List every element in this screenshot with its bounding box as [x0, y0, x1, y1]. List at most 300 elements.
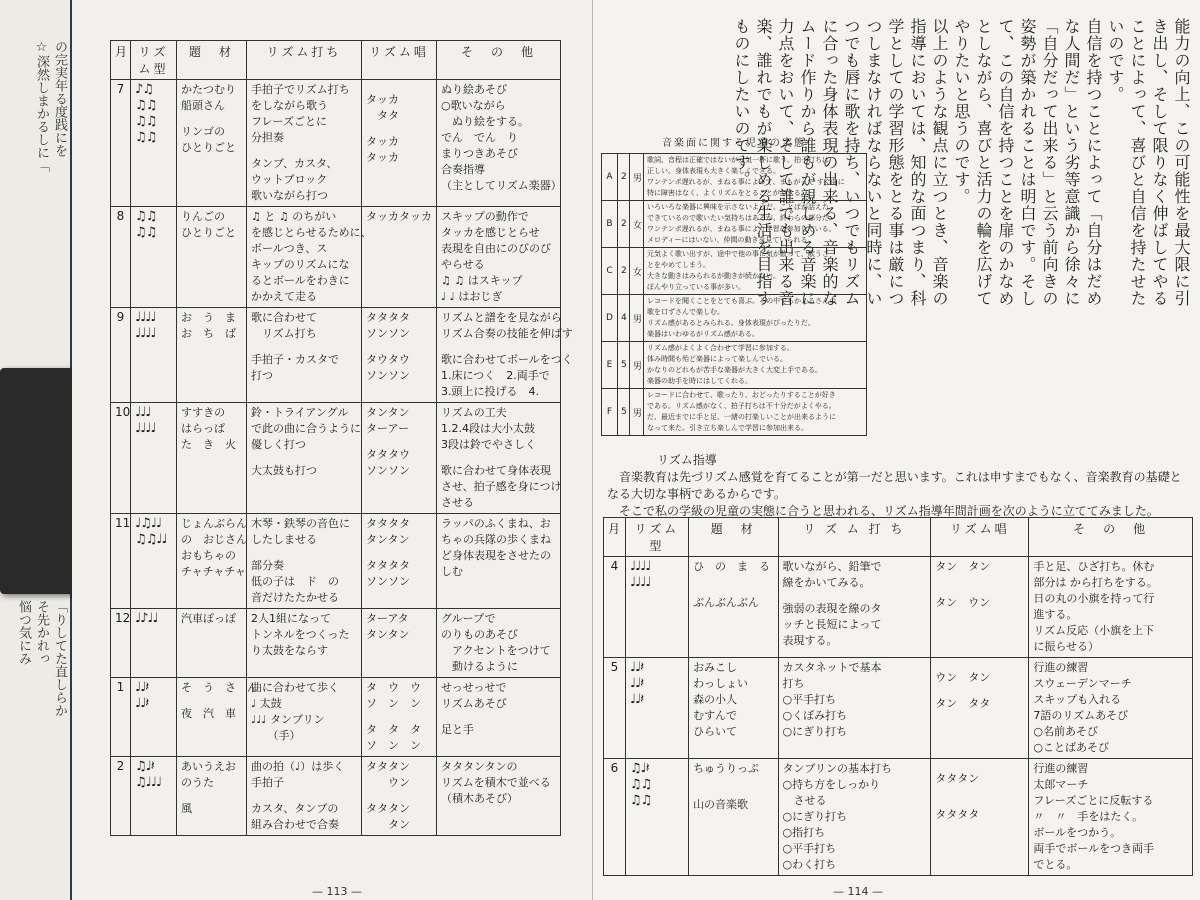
cell-line: 船頭さん [181, 99, 225, 112]
cell-line: スウェーデンマーチ [1033, 677, 1132, 690]
cell-line [441, 453, 556, 463]
chant-cell [362, 308, 437, 403]
cell-line: ウン タン [935, 671, 991, 684]
cell-line: タタタタ [935, 808, 980, 821]
rhythm-cell [131, 514, 177, 609]
survey-note-line: である。リズム感がなく、拍子打ちは不十分だがよくやる。 [647, 402, 836, 410]
cell-line [693, 777, 773, 787]
cell-line: お ち ば [181, 327, 236, 340]
col-header-other: そ の 他 [1029, 518, 1193, 557]
cell-line: のりものあそび [441, 628, 518, 641]
paragraph: そこで私の学級の児童の実態に合うと思われる、リズム指導年間計画を次のように立ててみました。 [619, 504, 1159, 518]
spine-text-col: ☆深然しまかるしに「 [34, 40, 49, 172]
cell-line [441, 342, 556, 352]
cell-line: タ タ タ [366, 723, 421, 736]
cell-line: ボールつき、ス [251, 242, 328, 255]
month-cell: 10 [111, 403, 131, 514]
cell-line: タン タタ [935, 697, 991, 710]
cell-line: しむ [441, 565, 463, 578]
rhythm-cell [625, 557, 688, 658]
strike-cell [247, 514, 362, 609]
cell-line: でん でん り [441, 131, 518, 144]
cell-line: リズム打ち [251, 327, 317, 340]
cell-line: ちゃの兵隊の歩くまね [441, 533, 551, 546]
cell-line: ぬり絵あそび [441, 83, 507, 96]
cell-line: リズムあそび [441, 697, 507, 710]
cell-line: 1.2.4段は大小太鼓 [441, 422, 535, 435]
topic-cell [177, 678, 258, 757]
survey-id-cell: F [602, 389, 618, 436]
cell-line: タッカタッカ [366, 210, 432, 223]
cell-line: ♩♩♩♩ [135, 421, 156, 436]
cell-line: スキップの動作で [441, 210, 529, 223]
cell-line: タン タン [935, 560, 991, 573]
survey-row [602, 295, 867, 342]
cell-line: 木琴・鉄琴の音色に [251, 517, 350, 530]
survey-note-line: いろいろな楽器に興味を示さないようだ。ことばが話えた [647, 203, 829, 211]
right-rhythm-plan-table [603, 517, 1193, 876]
cell-line: フレーズごとに反転する [1033, 794, 1154, 807]
col-header-rhythm: リズム型 [625, 518, 688, 557]
cell-line: ♩♪♩♩ [135, 611, 158, 626]
cell-line: を感じとらせるために、 [251, 226, 372, 239]
topic-cell [177, 403, 247, 514]
cell-line: 打つ [251, 369, 273, 382]
table-row [111, 308, 561, 403]
cell-line: ターアタ [366, 612, 409, 625]
cell-line: ♩♩𝄽 [135, 696, 149, 711]
cell-line [181, 696, 242, 706]
cell-line: ♩♩𝄽 [629, 660, 644, 675]
cell-line: 2人1組になって [251, 612, 331, 625]
col-header-topic: 題 材 [689, 518, 778, 557]
rhythm-cell [625, 759, 688, 876]
cell-line [441, 712, 556, 722]
cell-line: （手） [251, 729, 301, 742]
rhythm-cell [131, 678, 177, 757]
strike-cell [247, 308, 362, 403]
cell-line: ♫♩𝄽 [135, 759, 154, 774]
paragraph: 能力の向上、この可能性を最大限に引き出し、そして限りなく伸ばしてやることによって、喜びと自信を持たせたいのです。 [1106, 18, 1191, 307]
cell-line: に振らせる） [1033, 640, 1100, 653]
col-header-strike: リ ズ ム 打 ち [778, 518, 931, 557]
survey-notes-cell [644, 154, 867, 201]
survey-grade-cell: 2 [618, 201, 630, 248]
survey-sex-cell: 男 [630, 342, 644, 389]
cell-line: 太郎マーチ [1033, 778, 1089, 791]
cell-line: タタタタ [366, 311, 410, 324]
month-cell: 9 [111, 308, 131, 403]
rhythm-guidance-section [607, 452, 1187, 520]
cell-line: カスタ、タンブの [251, 802, 339, 815]
strike-cell [247, 757, 362, 836]
cell-line: 表現する。 [782, 634, 838, 647]
cell-line: （主としてリズム楽器） [441, 179, 562, 192]
cell-line: ♩♩♩♩ [629, 575, 651, 590]
other-cell [437, 403, 561, 514]
spine-text-col: 悩つ気にみ [16, 600, 31, 665]
cell-line: まりつきあそび [441, 147, 518, 160]
cell-line: ひらいて [693, 725, 738, 738]
cell-line: おもちゃの [181, 549, 236, 562]
cell-line [935, 585, 1024, 595]
cell-line: タタタン [935, 772, 980, 785]
survey-sex-cell: 男 [630, 154, 644, 201]
survey-notes-cell [644, 201, 867, 248]
cell-line: 夜 汽 車 [181, 707, 236, 720]
cell-line: トンネルをつくった [251, 628, 350, 641]
table-row [604, 557, 1193, 658]
cell-line: タンブリンの基本打ち [782, 762, 893, 775]
cell-line: やらせる [441, 258, 485, 271]
strike-cell [247, 80, 362, 207]
cell-line [251, 342, 357, 352]
cell-line: タッカを感じとらせ [441, 226, 540, 239]
chant-cell [362, 80, 437, 207]
cell-line: 汽車ぽっぽ [181, 612, 236, 625]
cell-line [935, 761, 1024, 771]
cell-line: ♩ ♩ はおじぎ [441, 290, 503, 303]
cell-line: （積木あそび） [441, 792, 518, 805]
cell-line [251, 791, 357, 801]
survey-title: 音楽面に関する児童の実態 [662, 138, 806, 149]
survey-note-line: とをやめてしまう。 [647, 261, 710, 269]
student-survey-table [601, 134, 867, 436]
cell-line: 組み合わせで合奏 [251, 818, 339, 831]
cell-line: ターアー [366, 422, 410, 435]
cell-line: せっせっせで [441, 681, 507, 694]
cell-line: ♩♩♩♩ [135, 310, 156, 325]
cell-line: ソンソン [366, 575, 410, 588]
month-cell: 12 [111, 609, 131, 678]
cell-line: ♩♩♩♩ [135, 326, 156, 341]
cell-line: タンタン [366, 628, 410, 641]
cell-line: 手拍子 [251, 776, 284, 789]
cell-line: ♫ と ♫ のちがい [251, 210, 337, 223]
cell-line: ○わく打ち [782, 858, 837, 871]
cell-line: でとる。 [1033, 858, 1078, 871]
table-row [111, 80, 561, 207]
chant-cell [931, 759, 1029, 876]
survey-note-line: 楽器の助手を時にはしてくれる。 [647, 377, 752, 385]
cell-line: タッカ [366, 135, 399, 148]
cell-line: をしながら歌う [251, 99, 328, 112]
survey-id-cell: C [602, 248, 618, 295]
survey-body [602, 154, 867, 436]
cell-line: ○指打ち [782, 826, 826, 839]
cell-line: ひ の ま る [693, 560, 771, 573]
survey-note-line: ワンテンポ遅れるが、まねる事によって、まもがって すぐ曲に [647, 178, 845, 186]
survey-id-cell: B [602, 201, 618, 248]
other-cell [1029, 557, 1193, 658]
col-header-month: 月 [604, 518, 626, 557]
survey-notes-cell [644, 342, 867, 389]
cell-line: 分担奏 [251, 131, 284, 144]
cell-line: すすきの [181, 406, 226, 419]
left-table-body [111, 80, 573, 836]
cell-line [783, 591, 927, 601]
survey-row [602, 389, 867, 436]
cell-line [935, 575, 1024, 585]
cell-line: 歌に合わせて [251, 311, 317, 324]
col-header-other: そ の 他 [437, 41, 561, 80]
survey-note-line: レコードに合わせて、歌ったり、おどったりすることが好き [647, 391, 836, 399]
cell-line: タタタタ [366, 517, 410, 530]
strike-cell [778, 759, 931, 876]
cell-line: させる [441, 496, 474, 509]
cell-line: させ、拍子感を身につけ [441, 480, 562, 493]
cell-line: 行進の練習 [1033, 661, 1089, 674]
cell-line: 風 [181, 802, 192, 815]
cell-line: 1.床につく 2.両手で [441, 369, 550, 382]
topic-cell [177, 80, 247, 207]
survey-row [602, 201, 867, 248]
cell-line: カスタネットで基本 [782, 661, 882, 674]
rhythm-cell [131, 308, 177, 403]
cell-line: り太鼓をならす [251, 644, 328, 657]
month-cell: 1 [111, 678, 131, 757]
cell-line: 動けるように [441, 660, 518, 673]
cell-line [935, 787, 1024, 797]
chant-cell [362, 207, 437, 308]
cell-line: ひとりごと [181, 226, 236, 239]
right-table-body [604, 557, 1193, 876]
month-cell: 5 [604, 658, 626, 759]
cell-line: 歌いながら打つ [251, 189, 328, 202]
cell-line: 歌に合わせてボールをつく [441, 353, 573, 366]
col-header-strike: リズム打ち [247, 41, 362, 80]
survey-id-cell: A [602, 154, 618, 201]
cell-line: タタタン [366, 760, 410, 773]
spine-text-col: そ先かれっ [34, 600, 49, 665]
cell-line: ラッパのふくまね、お [441, 517, 551, 530]
cell-line: ♫♫ [135, 225, 157, 240]
cell-line: 日の丸の小旗を持って行 [1033, 592, 1155, 605]
cell-line: タン ウン [935, 596, 991, 609]
cell-line: 大太鼓も打つ [251, 464, 317, 477]
cell-line: タッカ [366, 93, 399, 106]
other-cell [437, 207, 561, 308]
cell-line: じょんぶらん [181, 517, 247, 530]
strike-cell [778, 557, 931, 658]
cell-line: リズムと譜をを見ながら [441, 311, 562, 324]
topic-cell [177, 757, 247, 836]
strike-cell [247, 609, 362, 678]
cell-line: ♫ ♫ はスキップ [441, 274, 523, 287]
cell-line: あいうえお [181, 760, 236, 773]
cell-line: アクセントをつけて [441, 644, 551, 657]
cell-line: ひとりごと [181, 141, 236, 154]
cell-line: 強弱の表現を線のタ [782, 602, 882, 615]
survey-sex-cell: 女 [630, 201, 644, 248]
book-weight [0, 368, 76, 594]
cell-line: た き 火 [181, 438, 236, 451]
cell-line: ○平手打ち [782, 693, 837, 706]
right-page [592, 0, 1200, 900]
cell-line: ○くぼみ打ち [782, 709, 848, 722]
cell-line [935, 797, 1024, 807]
col-header-chant: リズム唱 [931, 518, 1029, 557]
cell-line: ボールをつかう。 [1033, 826, 1122, 839]
other-cell [437, 757, 561, 836]
left-page [72, 0, 592, 900]
survey-note-line: 元気よく歌い出すが、途中で他の事に気が散って、歌うこ [647, 250, 829, 258]
cell-line: タウタウ [366, 353, 410, 366]
paragraph: 以上のような観点に立つとき、音楽の指導においては、知的な面つまり、科学としての学習形態をとる事は厳につつしまなければならないと同時に、いつでも唇に歌を持ち、いつでもリズムに合った身体表現の出来る、音楽的なムード作りから誰もが親しめる音楽に力点をおいて、そして誰でも出来る音楽、誰れでもが楽しめる生活を目指すものにしたいのです。 [732, 18, 949, 307]
cell-line [181, 114, 242, 124]
cell-line: 合奏指導 [441, 163, 485, 176]
cell-line: 〃 〃 手をはたく。 [1033, 810, 1144, 823]
cell-line: おみこし [693, 661, 738, 674]
survey-id-cell: D [602, 295, 618, 342]
cell-line: ♫♩♩♩ [135, 775, 162, 790]
survey-sex-cell: 男 [630, 295, 644, 342]
cell-line: 両手でボールをつき両手 [1033, 842, 1155, 855]
cell-line [251, 146, 357, 156]
rhythm-cell [131, 403, 177, 514]
chant-cell [362, 678, 437, 757]
strike-cell [247, 678, 362, 757]
col-header-topic: 題 材 [177, 41, 247, 80]
cell-line: で此の曲に合うように [251, 422, 361, 435]
cell-line: ♫♫ [629, 793, 652, 808]
cell-line: ○歌いながら [441, 99, 506, 112]
survey-grade-cell: 4 [618, 295, 630, 342]
cell-line: お う ま [181, 311, 236, 324]
cell-line: 優しく打つ [251, 438, 306, 451]
cell-line: りんごの [181, 210, 225, 223]
table-row [111, 678, 561, 757]
page-number: — 113 — [312, 885, 362, 898]
month-cell: 4 [604, 557, 626, 658]
cell-line: タタタタ [366, 559, 410, 572]
survey-grade-cell: 5 [618, 389, 630, 436]
cell-line: タンブ、カスタ、 [251, 157, 338, 170]
cell-line: ♫♫ [135, 114, 157, 129]
survey-note-line: できているので歌いたい気持ちはあるが、終わらの部分だ [647, 214, 829, 222]
cell-line: タタタン [366, 802, 410, 815]
cell-line [251, 453, 357, 463]
cell-line [366, 124, 432, 134]
cell-line: タン [366, 818, 410, 831]
cell-line [693, 787, 773, 797]
survey-note-line: レコードを聞くことをとても喜ぶ。その中でもかえるさんの [647, 297, 837, 305]
cell-line: のうた [181, 776, 214, 789]
cell-line: 曲の拍（♩）は歩く [251, 760, 345, 773]
cell-line: 7語のリズムあそび [1033, 709, 1129, 722]
cell-line: ♫♩𝄽 [629, 761, 649, 776]
survey-note-line: 大きな動きはみられるが動きが続かない。 [647, 272, 780, 280]
table-row [604, 658, 1193, 759]
cell-line: 部分は から打ちをする。 [1033, 576, 1158, 589]
col-header-chant: リズム唱 [362, 41, 437, 80]
cell-line: 線をかいてみる。 [782, 576, 871, 589]
cell-line: フレーズごとに [251, 115, 328, 128]
survey-row [602, 342, 867, 389]
paragraph: 音楽教育は先づリズム感覚を育てることが第一だと思います。これは申すまでもなく、音楽教育の基礎となる大切な事柄であるからです。 [607, 470, 1182, 501]
cell-line: ♫♫♩♩ [135, 532, 167, 547]
other-cell [1029, 658, 1193, 759]
survey-notes-cell [644, 295, 867, 342]
month-cell: 6 [604, 759, 626, 876]
topic-cell [177, 308, 247, 403]
cell-line [366, 437, 432, 447]
cell-line: ○名前あそび [1033, 725, 1098, 738]
other-cell [437, 609, 561, 678]
cell-line: ソ ン ン [366, 697, 421, 710]
cell-line [366, 712, 432, 722]
cell-line: 歌に合わせて身体表現 [441, 464, 551, 477]
cell-line: ど身体表現をさせたの [441, 549, 551, 562]
survey-note-line: リズム感がよくよく合わせて学習に参加する。 [647, 344, 794, 352]
col-header-month: 月 [111, 41, 131, 80]
cell-line: タッカ [366, 151, 399, 164]
cell-line: 鈴・トライアングル [251, 406, 349, 419]
cell-line: させる [782, 794, 827, 807]
cell-line: むすんで [693, 709, 738, 722]
survey-note-line: だ、最近までに手と足、一緒の打楽しいことが出来るように [647, 413, 836, 421]
table-row [111, 757, 561, 836]
month-cell: 11 [111, 514, 131, 609]
cell-line: 部分奏 [251, 559, 284, 572]
cell-line: 進する。 [1033, 608, 1078, 621]
other-cell [437, 80, 561, 207]
cell-line [935, 660, 1024, 670]
cell-line: ○平手打ち [782, 842, 837, 855]
table-header-row [604, 518, 1193, 557]
cell-line: ♩♩𝄽 [629, 676, 644, 691]
cell-line: ♩♩𝄽 [629, 692, 644, 707]
cell-line: ぬり絵をする。 [441, 115, 529, 128]
cell-line: ソンソン [366, 369, 410, 382]
cell-line: 音だけたたかせる [251, 591, 339, 604]
cell-line: 森の小人 [693, 693, 738, 706]
cell-line: ♪♫ [135, 82, 153, 97]
rhythm-cell [131, 609, 177, 678]
survey-grade-cell: 2 [618, 154, 630, 201]
survey-note-line: なって来た。引き立ち楽しんで学習に参加出来る。 [647, 424, 808, 432]
other-cell [437, 308, 573, 403]
chant-cell [362, 757, 437, 836]
cell-line: ♫♫ [135, 209, 157, 224]
other-cell [1029, 759, 1193, 876]
cell-line: 行進の練習 [1033, 762, 1089, 775]
cell-line: 手拍子・カスタで [251, 353, 339, 366]
rhythm-cell [131, 80, 177, 207]
cell-line: ぶんぶんぶん [693, 596, 760, 609]
cell-line [366, 791, 432, 801]
cell-line [366, 82, 432, 92]
cell-line: ○にぎり打ち [782, 810, 848, 823]
cell-line: スキップも入れる [1033, 693, 1122, 706]
spine-text-col: の完実年る度践にを [52, 40, 67, 157]
survey-notes-cell [644, 248, 867, 295]
cell-line [366, 342, 432, 352]
cell-line [366, 548, 432, 558]
left-rhythm-plan-table [110, 40, 573, 836]
cell-line: グループで [441, 612, 496, 625]
cell-line: ♩♩♩ タンブリン [251, 713, 325, 726]
cell-line [693, 585, 773, 595]
table-row [604, 759, 1193, 876]
survey-notes-cell [644, 389, 867, 436]
cell-line: ソ ン ン [366, 739, 421, 752]
table-row [111, 403, 561, 514]
cell-line: 3.頭上に投げる 4. [441, 385, 539, 398]
topic-cell [177, 514, 247, 609]
cell-line: ♫♫ [135, 130, 157, 145]
cell-line: リズムの工夫 [441, 406, 507, 419]
